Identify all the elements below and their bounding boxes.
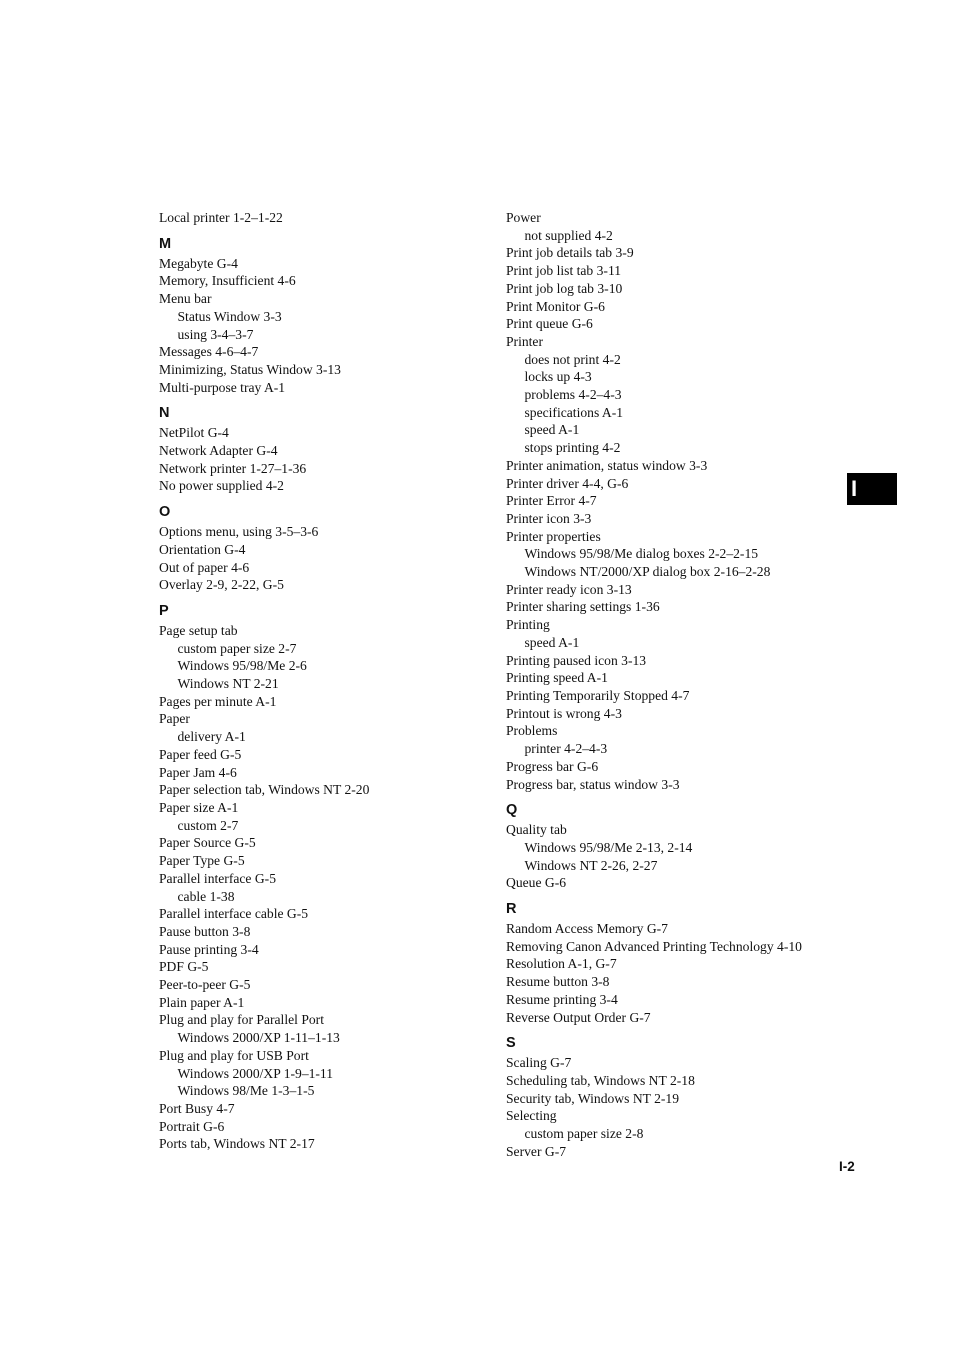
index-entry: Peer-to-peer G-5 — [159, 977, 251, 993]
index-entry: Page setup tab — [159, 622, 238, 638]
index-column-right — [506, 209, 836, 1160]
index-entry: Printing paused icon 3-13 — [506, 652, 647, 668]
index-entry: Printing — [506, 617, 550, 633]
index-entry: Printing speed A-1 — [506, 670, 608, 686]
index-entry: Orientation G-4 — [159, 541, 246, 557]
index-entry: Megabyte G-4 — [159, 255, 238, 271]
index-letter-heading: P — [159, 602, 169, 619]
index-letter-heading: R — [506, 901, 517, 918]
index-subentry: Windows 95/98/Me 2-6 — [177, 658, 307, 674]
index-subentry: Windows 95/98/Me 2-13, 2-14 — [524, 839, 693, 855]
index-subentry: problems 4-2–4-3 — [524, 387, 622, 403]
index-entry: Removing Canon Advanced Printing Technology 4-10 — [506, 938, 802, 954]
index-letter-heading: M — [159, 235, 172, 252]
index-letter-heading: N — [159, 405, 170, 422]
index-entry: Port Busy 4-7 — [159, 1100, 235, 1116]
index-subentry: Windows NT/2000/XP dialog box 2-16–2-28 — [524, 564, 771, 580]
index-entry: Plain paper A-1 — [159, 994, 245, 1010]
index-entry: Print job list tab 3-11 — [506, 263, 622, 279]
index-entry: Local printer 1-2–1-22 — [159, 210, 283, 225]
index-entry: Ports tab, Windows NT 2-17 — [159, 1136, 315, 1152]
index-letter-heading: O — [159, 504, 171, 521]
index-entry: Scheduling tab, Windows NT 2-18 — [506, 1072, 695, 1088]
index-entry: Paper Type G-5 — [159, 853, 245, 869]
index-subentry: locks up 4-3 — [524, 369, 592, 385]
index-entry: Printer properties — [506, 528, 601, 544]
index-entry: Print Monitor G-6 — [506, 298, 605, 314]
index-entry: Messages 4-6–4-7 — [159, 344, 259, 360]
index-entry: Portrait G-6 — [159, 1118, 225, 1134]
index-entry: Pause button 3-8 — [159, 923, 251, 939]
index-subentry: does not print 4-2 — [524, 351, 621, 367]
index-subentry: not supplied 4-2 — [524, 227, 613, 243]
index-entry: Paper feed G-5 — [159, 746, 242, 762]
index-subentry: specifications A-1 — [524, 404, 624, 420]
index-letter-heading: Q — [506, 802, 518, 819]
index-subentry: using 3-4–3-7 — [177, 326, 254, 342]
index-entry: Resolution A-1, G-7 — [506, 956, 617, 972]
index-entry: Minimizing, Status Window 3-13 — [159, 361, 341, 377]
index-entry: Paper selection tab, Windows NT 2-20 — [159, 782, 370, 798]
index-entry: Printer ready icon 3-13 — [506, 581, 632, 597]
index-subentry: custom 2-7 — [177, 817, 239, 833]
index-subentry: Windows NT 2-21 — [177, 676, 279, 692]
index-entry: Parallel interface cable G-5 — [159, 906, 309, 922]
index-entry: Printer Error 4-7 — [506, 493, 597, 509]
index-subentry: delivery A-1 — [177, 729, 246, 745]
index-entry: Multi-purpose tray A-1 — [159, 379, 286, 395]
index-entry: Out of paper 4-6 — [159, 559, 250, 575]
index-entry: Print job log tab 3-10 — [506, 280, 623, 296]
index-entry: Security tab, Windows NT 2-19 — [506, 1090, 680, 1106]
index-entry: Resume printing 3-4 — [506, 991, 618, 1007]
index-subentry: speed A-1 — [524, 634, 580, 650]
index-subentry: Windows NT 2-26, 2-27 — [524, 857, 658, 873]
index-entry: Paper Source G-5 — [159, 835, 256, 851]
index-entry: Printing Temporarily Stopped 4-7 — [506, 687, 690, 703]
index-subentry: speed A-1 — [524, 422, 580, 438]
index-entry: Quality tab — [506, 822, 567, 838]
index-entry: Reverse Output Order G-7 — [506, 1009, 651, 1025]
index-subentry: stops printing 4-2 — [524, 440, 621, 456]
index-entry: Progress bar G-6 — [506, 758, 599, 774]
index-entry: Printer sharing settings 1-36 — [506, 599, 660, 615]
index-entry: Problems — [506, 723, 558, 739]
index-entry: Overlay 2-9, 2-22, G-5 — [159, 577, 284, 593]
index-entry: Paper size A-1 — [159, 799, 239, 815]
index-entry: Plug and play for USB Port — [159, 1047, 309, 1063]
page-number: I-2 — [839, 1159, 855, 1174]
index-entry: Printer — [506, 333, 543, 349]
index-entry: Menu bar — [159, 291, 212, 307]
index-entry: Pages per minute A-1 — [159, 693, 277, 709]
index-entry: Network printer 1-27–1-36 — [159, 460, 307, 476]
index-subentry: custom paper size 2-8 — [524, 1126, 644, 1142]
index-entry: Printer icon 3-3 — [506, 510, 592, 526]
index-entry: No power supplied 4-2 — [159, 478, 284, 494]
index-entry: Resume button 3-8 — [506, 974, 610, 990]
index-entry: Power — [506, 210, 541, 225]
index-column-left — [159, 209, 489, 1153]
index-subentry: custom paper size 2-7 — [177, 640, 297, 656]
index-subentry: printer 4-2–4-3 — [524, 741, 608, 757]
index-entry: Random Access Memory G-7 — [506, 921, 668, 937]
index-entry: Progress bar, status window 3-3 — [506, 776, 680, 792]
index-subentry: Windows 98/Me 1-3–1-5 — [177, 1083, 315, 1099]
index-entry: Memory, Insufficient 4-6 — [159, 273, 296, 289]
index-subentry: Windows 2000/XP 1-11–1-13 — [177, 1030, 340, 1046]
index-entry: Scaling G-7 — [506, 1055, 572, 1071]
index-entry: Selecting — [506, 1108, 557, 1124]
index-entry: Paper — [159, 711, 190, 727]
index-entry: NetPilot G-4 — [159, 425, 229, 441]
index-entry: Network Adapter G-4 — [159, 443, 278, 459]
index-entry: Printer driver 4-4, G-6 — [506, 475, 629, 491]
index-letter-heading: S — [506, 1035, 516, 1052]
index-entry: Queue G-6 — [506, 875, 567, 891]
index-entry: PDF G-5 — [159, 959, 209, 975]
index-entry: Pause printing 3-4 — [159, 941, 259, 957]
index-entry: Plug and play for Parallel Port — [159, 1012, 324, 1028]
index-entry: Paper Jam 4-6 — [159, 764, 237, 780]
index-subentry: cable 1-38 — [177, 888, 235, 904]
index-entry: Options menu, using 3-5–3-6 — [159, 524, 319, 540]
index-entry: Print queue G-6 — [506, 316, 593, 332]
index-entry: Print job details tab 3-9 — [506, 245, 634, 261]
index-subentry: Windows 2000/XP 1-9–1-11 — [177, 1065, 334, 1081]
index-entry: Server G-7 — [506, 1143, 567, 1159]
index-entry: Parallel interface G-5 — [159, 870, 276, 886]
index-entry: Printout is wrong 4-3 — [506, 705, 622, 721]
section-thumb-tab: I — [847, 473, 897, 505]
index-subentry: Windows 95/98/Me dialog boxes 2-2–2-15 — [524, 546, 759, 562]
index-subentry: Status Window 3-3 — [177, 308, 282, 324]
index-entry: Printer animation, status window 3-3 — [506, 457, 708, 473]
